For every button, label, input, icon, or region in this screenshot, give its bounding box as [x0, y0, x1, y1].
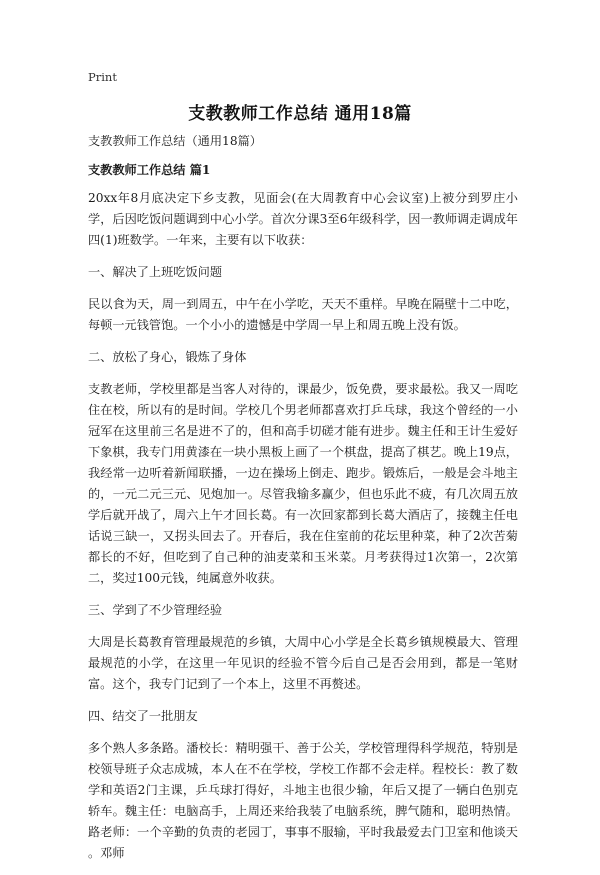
paragraph-meals: 民以食为天，周一到周五，中午在小学吃，天天不重样。早晚在隔壁十二中吃，每顿一元钱管饱。一个小小的遗憾是中学周一早上和周五晚上没有饭。 — [88, 297, 518, 332]
paragraph-intro: 20xx年8月底决定下乡支教，见面会(在大周教育中心会议室)上被分到罗庄小学，后因吃饭问题调到中心小学。首次分课3至6年级科学，因一教师调走调成年四(1)班数学。一年来，主要有以下收获： — [88, 191, 518, 247]
paragraph-management: 大周是长葛教育管理最规范的乡镇，大周中心小学是全长葛乡镇规模最大、管理最规范的小学，在这里一年见识的经验不管今后自己是否会用到，都是一笔财富。这个，我专门记到了一个本上，这里不再赘述。 — [88, 635, 518, 691]
paragraph-relax: 支教老师，学校里都是当客人对待的，课最少，饭免费，要求最松。我又一周吃住在校，所以有的是时间。学校几个男老师都喜欢打乒乓球，我这个曾经的一小冠军在这里前三名是进不了的，但和高手切磋才能有进步。魏主任和王计生爱好下象棋，我专门用黄漆在一块小黑板上画了一个棋盘，提高了棋艺。晚上19点，我经常一边听着新闻联播，一边在操场上倒走、跑步。锻炼后，一般是会斗地主的，一元二元三元、见炮加一。尽管我输多赢少，但也乐此不疲，有几次周五放学后就开战了，周六上午才回长葛。有一次回家都到长葛大酒店了，接魏主任电话说三缺一，又拐头回去了。开春后，我在住室前的花坛里种菜，种了2次苦菊都长的不好，但吃到了自己种的油麦菜和玉米菜。月考获得过1次第一，2次第二，奖过100元钱，纯属意外收获。 — [88, 382, 518, 585]
heading-relax: 二、放松了身心，锻炼了身体 — [88, 350, 247, 364]
heading-management: 三、学到了不少管理经验 — [88, 603, 223, 617]
document-title: 支教教师工作总结 通用18篇 — [188, 104, 412, 124]
document-body — [88, 131, 518, 875]
document-subtitle: 支教教师工作总结（通用18篇） — [88, 134, 262, 148]
heading-meals: 一、解决了上班吃饭问题 — [88, 265, 223, 279]
heading-friends: 四、结交了一批朋友 — [88, 709, 198, 723]
print-label[interactable]: Print — [88, 70, 117, 84]
paragraph-friends: 多个熟人多条路。潘校长：精明强干、善于公关，学校管理得科学规范，特别是校领导班子众志成城，本人在不在学校，学校工作都不会走样。程校长：教了数学和英语2门主课，乒乓球打得好，斗地主也很少输，年后又提了一辆白色别克轿车。魏主任：电脑高手，上周还来给我装了电脑系统，脾气随和，聪明热情。路老师：一个辛勤的负责的老园丁，事事不服输，平时我最爱去门卫室和他谈天 。邓师 — [88, 741, 518, 860]
section-title: 支教教师工作总结 篇1 — [88, 163, 211, 177]
